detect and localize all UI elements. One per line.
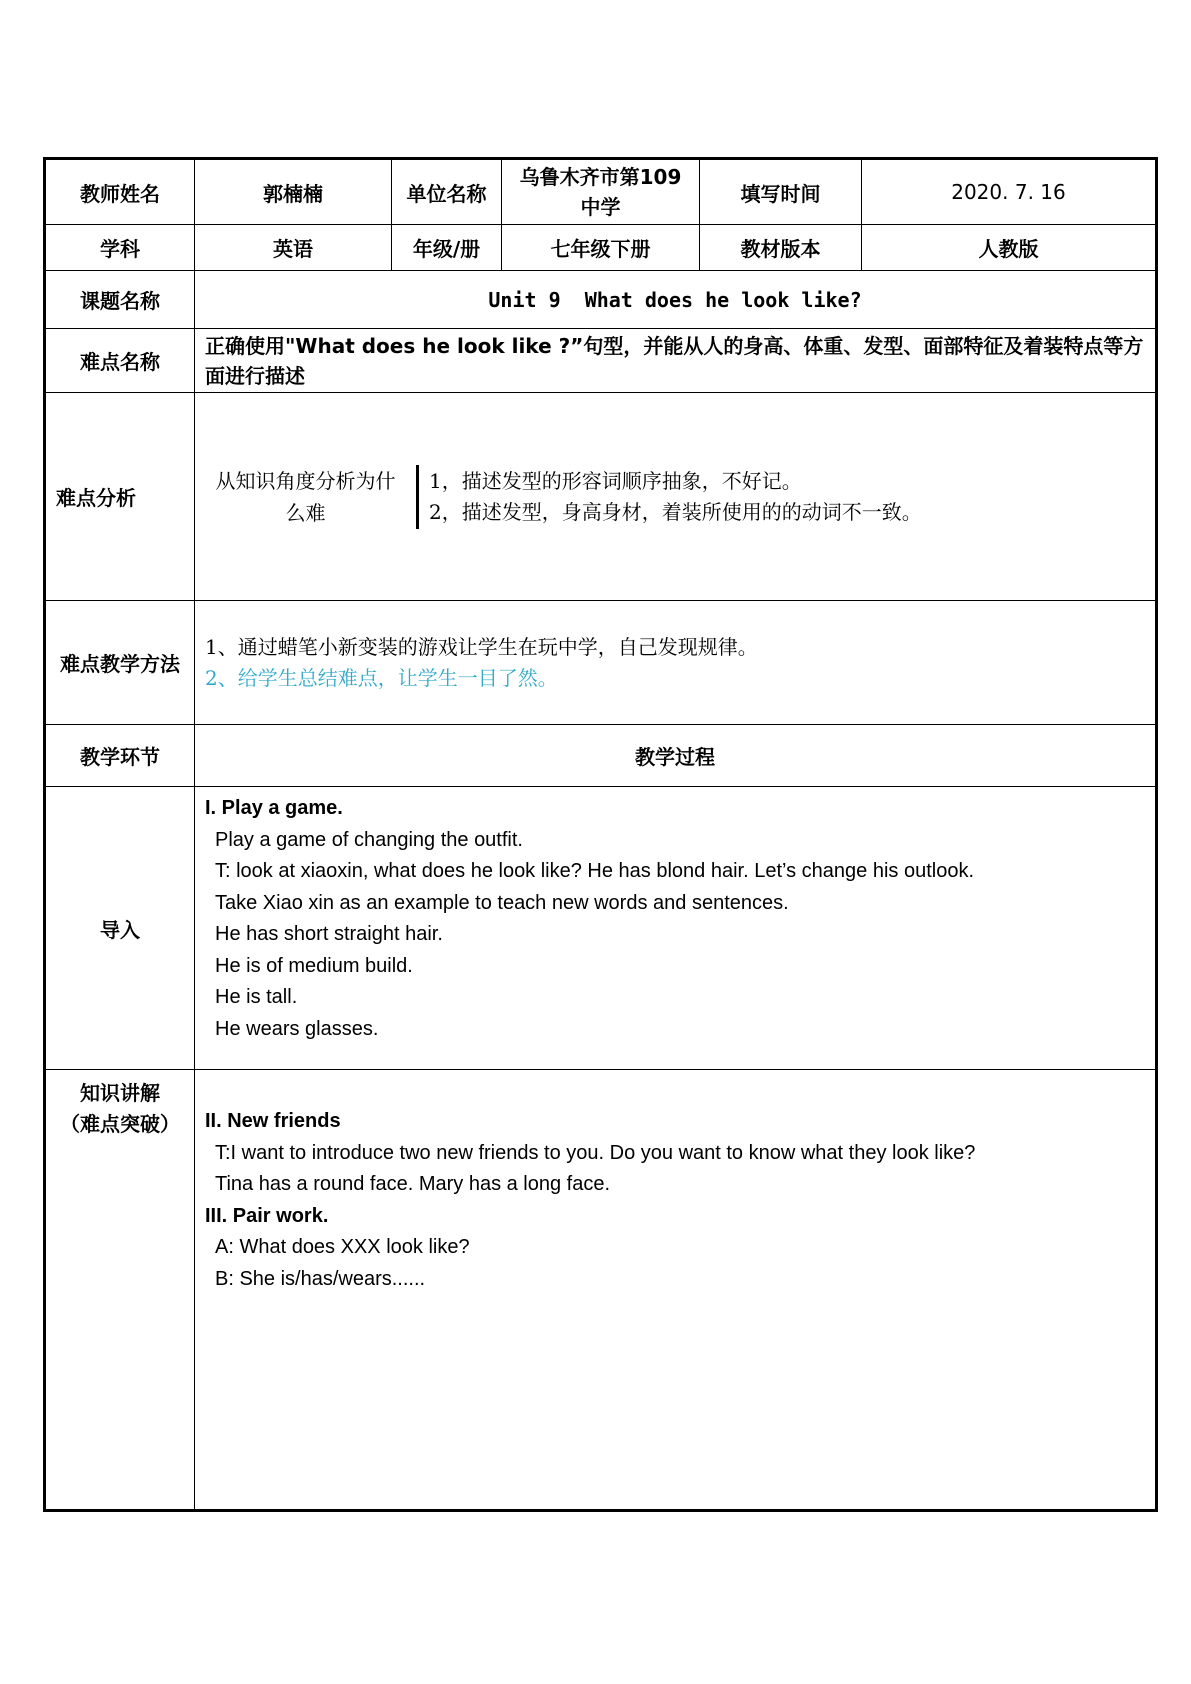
fill-time-label: 填写时间 xyxy=(700,159,862,225)
edition-label: 教材版本 xyxy=(700,225,862,271)
topic-label: 课题名称 xyxy=(45,271,195,329)
stage-header: 教学环节 xyxy=(45,725,195,787)
intro-line: He wears glasses. xyxy=(215,1017,379,1040)
grade-value: 七年级下册 xyxy=(502,225,700,271)
analysis-point-1: 1，描述发型的形容词顺序抽象，不好记。 xyxy=(429,468,802,493)
knowledge-label-line2: （难点突破） xyxy=(60,1112,180,1136)
teacher-name: 郭楠楠 xyxy=(195,159,392,225)
method-point-1: 1、通过蜡笔小新变装的游戏让学生在玩中学，自己发现规律。 xyxy=(205,634,758,659)
unit-name: 乌鲁木齐市第109中学 xyxy=(502,159,700,225)
fill-time-value: 2020. 7. 16 xyxy=(862,159,1157,225)
teacher-label: 教师姓名 xyxy=(45,159,195,225)
lesson-plan-table xyxy=(43,157,1158,1512)
intro-line: Play a game of changing the outfit. xyxy=(215,828,523,851)
analysis-sub-label: 从知识角度分析为什么难 xyxy=(195,465,418,529)
subject-value: 英语 xyxy=(195,225,392,271)
intro-line: He is of medium build. xyxy=(215,954,413,977)
knowledge-line: A: What does XXX look like? xyxy=(215,1236,470,1258)
subject-label: 学科 xyxy=(45,225,195,271)
unit-label: 单位名称 xyxy=(392,159,502,225)
difficulty-label: 难点名称 xyxy=(45,329,195,393)
intro-label: 导入 xyxy=(45,787,195,1070)
knowledge-label-line1: 知识讲解 xyxy=(80,1081,160,1105)
intro-line: Take Xiao xin as an example to teach new words and sentences. xyxy=(215,891,789,914)
knowledge-line: T:I want to introduce two new friends to you. Do you want to know what they look like? xyxy=(215,1141,976,1164)
intro-line: He is tall. xyxy=(215,986,298,1008)
analysis-label: 难点分析 xyxy=(45,393,195,601)
knowledge-line: Tina has a round face. Mary has a long face. xyxy=(215,1173,611,1195)
intro-line: He has short straight hair. xyxy=(215,923,443,945)
intro-content xyxy=(195,787,1157,1070)
grade-label: 年级/册 xyxy=(392,225,502,271)
method-label: 难点教学方法 xyxy=(45,601,195,725)
analysis-points xyxy=(418,465,1156,529)
knowledge-label xyxy=(45,1070,195,1511)
knowledge-content xyxy=(195,1070,1157,1511)
analysis-cell xyxy=(195,393,1157,601)
pair-work-heading: III. Pair work. xyxy=(205,1204,329,1227)
intro-heading: I. Play a game. xyxy=(205,797,343,819)
method-point-2: 2、给学生总结难点，让学生一目了然。 xyxy=(205,665,558,690)
edition-value: 人教版 xyxy=(862,225,1157,271)
difficulty-value: 正确使用"What does he look like ?”句型，并能从人的身高、体重、发型、面部特征及着装特点等方面进行描述 xyxy=(195,329,1157,393)
knowledge-line: B: She is/has/wears...... xyxy=(215,1267,426,1290)
method-points xyxy=(195,601,1157,725)
process-header: 教学过程 xyxy=(195,725,1157,787)
topic-value: Unit 9 What does he look like? xyxy=(195,271,1157,329)
new-friends-heading: II. New friends xyxy=(205,1110,341,1132)
analysis-point-2: 2，描述发型，身高身材，着装所使用的的动词不一致。 xyxy=(429,499,922,524)
intro-line: T: look at xiaoxin, what does he look like? He has blond hair. Let’s change his outlook. xyxy=(215,860,974,882)
